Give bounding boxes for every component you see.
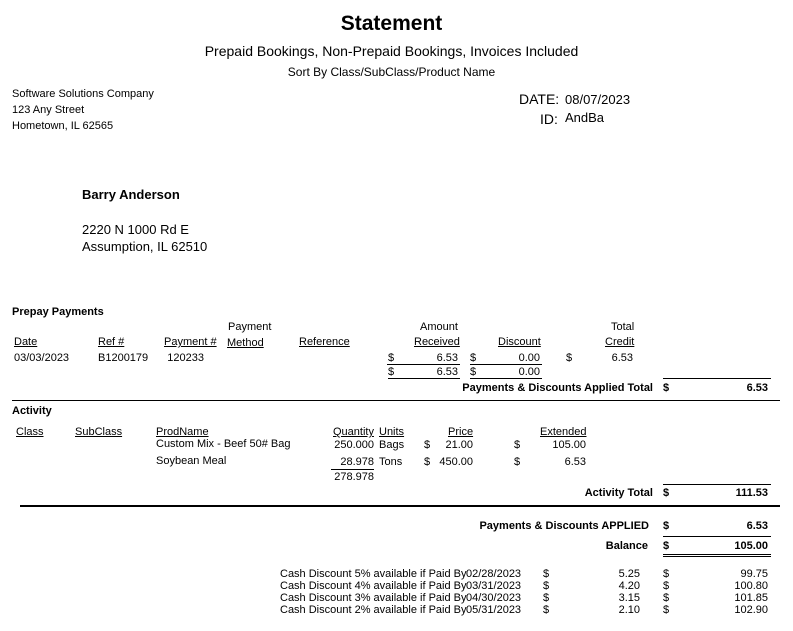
header-ref: Ref # [98,336,125,348]
discount-currency: $ [543,580,550,592]
prepay-credit: 6.53 [611,352,633,364]
header-date: Date [14,336,38,348]
header-payment-top: Payment [228,321,272,333]
payments-applied-currency: $ [663,520,670,532]
product-name: Soybean Meal [156,455,227,467]
discount-subtotal-rule [470,364,542,365]
prepay-section-title: Prepay Payments [12,306,104,318]
prepay-payment-no: 120233 [167,352,204,364]
received-subtotal-rule [387,364,460,365]
activity-section-title: Activity [12,405,52,417]
extended-currency: $ [514,456,521,468]
prepay-ref: B1200179 [98,352,149,364]
product-price: 450.00 [439,456,473,468]
received-subtotal-underline [388,378,460,379]
product-quantity: 28.978 [340,456,374,468]
discount-amount: 2.10 [618,604,640,616]
activity-total-value: 111.53 [735,487,768,499]
discount-amount: 4.20 [618,580,640,592]
discount-label: Cash Discount 3% available if Paid By [280,592,467,604]
discount-label: Cash Discount 2% available if Paid By [280,604,467,616]
applied-total-label: Payments & Discounts Applied Total [462,382,653,394]
discount-subtotal-underline [470,378,542,379]
company-name: Software Solutions Company [12,88,154,100]
activity-total-currency: $ [663,487,670,499]
balance-currency: $ [663,540,670,552]
pay-currency: $ [663,580,670,592]
product-quantity: 250.000 [334,439,374,451]
discount-amount: 3.15 [618,592,640,604]
discount-subtotal: 0.00 [518,366,540,378]
activity-divider [20,505,780,507]
product-units: Bags [379,439,405,451]
prepay-divider [12,400,780,401]
header-units: Units [379,426,405,438]
customer-name: Barry Anderson [82,187,180,202]
product-name: Custom Mix - Beef 50# Bag [156,438,291,450]
company-city: Hometown, IL 62565 [12,120,114,132]
payments-applied-value: 6.53 [746,520,768,532]
pay-amount: 101.85 [734,592,768,604]
statement-date: 08/07/2023 [565,92,631,107]
discount-currency: $ [543,604,550,616]
discount-date: 05/31/2023 [466,604,522,616]
product-extended: 105.00 [552,439,586,451]
header-amount-top: Amount [420,321,458,333]
price-currency: $ [424,439,431,451]
pay-currency: $ [663,592,670,604]
page-title: Statement [340,12,443,35]
pay-amount: 99.75 [740,568,768,580]
balance-value: 105.00 [734,540,768,552]
discount-amount: 5.25 [618,568,640,580]
pay-amount: 100.80 [734,580,768,592]
company-street: 123 Any Street [12,104,85,116]
applied-total-rule [663,378,771,379]
header-payment-no: Payment # [164,336,217,348]
header-total-top: Total [611,321,635,333]
discount-date: 04/30/2023 [466,592,522,604]
header-method: Method [227,337,264,349]
header-prodname: ProdName [156,426,209,438]
applied-total-currency: $ [663,382,670,394]
prepay-date: 03/03/2023 [14,352,70,364]
sort-description: Sort By Class/SubClass/Product Name [287,65,496,79]
discount-subtotal-currency: $ [470,366,477,378]
header-extended: Extended [540,426,587,438]
discount-label: Cash Discount 5% available if Paid By [280,568,467,580]
pay-currency: $ [663,568,670,580]
extended-currency: $ [514,439,521,451]
page-subtitle: Prepaid Bookings, Non-Prepaid Bookings, Invoices Included [204,43,579,59]
balance-label: Balance [605,540,648,552]
quantity-total-rule [331,469,374,470]
header-reference: Reference [299,336,350,348]
header-credit: Credit [605,336,635,348]
product-units: Tons [379,456,403,468]
discount-currency: $ [543,592,550,604]
price-currency: $ [424,456,431,468]
pay-currency: $ [663,604,670,616]
customer-id: AndBa [565,110,605,125]
payments-applied-label: Payments & Discounts APPLIED [479,520,649,532]
header-discount: Discount [498,336,541,348]
product-extended: 6.53 [564,456,586,468]
prepay-received: 6.53 [436,352,458,364]
activity-total-rule [663,484,771,485]
discount-currency: $ [543,568,550,580]
header-received: Received [414,336,460,348]
applied-total-value: 6.53 [746,382,768,394]
header-quantity: Quantity [333,426,374,438]
quantity-total: 278.978 [334,471,374,483]
balance-double-underline [663,554,771,557]
discount-date: 02/28/2023 [466,568,522,580]
id-label: ID: [540,111,558,127]
header-price: Price [448,426,474,438]
customer-city: Assumption, IL 62510 [82,239,208,254]
activity-total-label: Activity Total [584,487,653,499]
balance-rule [663,536,771,537]
prepay-discount: 0.00 [518,352,540,364]
prepay-received-currency: $ [388,352,395,364]
received-subtotal: 6.53 [436,366,458,378]
prepay-discount-currency: $ [470,352,477,364]
discount-label: Cash Discount 4% available if Paid By [280,580,467,592]
date-label: DATE: [519,91,560,107]
prepay-credit-currency: $ [566,352,573,364]
header-subclass: SubClass [75,426,123,438]
product-price: 21.00 [445,439,473,451]
pay-amount: 102.90 [734,604,768,616]
header-class: Class [16,426,44,438]
received-subtotal-currency: $ [388,366,395,378]
customer-street: 2220 N 1000 Rd E [82,222,189,237]
discount-date: 03/31/2023 [466,580,522,592]
